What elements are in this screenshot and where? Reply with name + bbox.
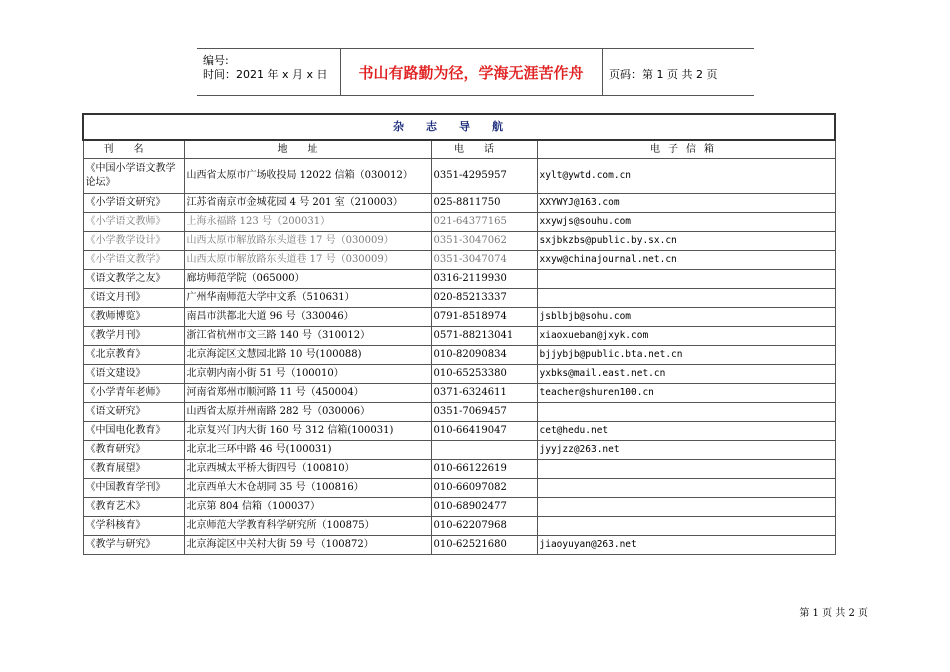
address-cell: 江苏省南京市金城花园 4 号 201 室（210003） [184,194,431,213]
phone-cell: 010-65253380 [431,365,537,384]
table-row [83,517,835,536]
phone-cell: 0351-3047062 [431,232,537,251]
header-divider [602,49,603,95]
phone-cell: 010-66122619 [431,460,537,479]
magazine-name-cell: 《中国电化教育》 [83,422,184,441]
phone-cell: 010-82090834 [431,346,537,365]
table-title: 杂志导航 [83,114,835,140]
magazine-name-cell: 《语文研究》 [83,403,184,422]
email-cell: teacher@shuren100.cn [537,384,835,403]
magazine-name-cell: 《小学青年老师》 [83,384,184,403]
magazine-name-cell: 《小学语文教学》 [83,251,184,270]
table-row [83,194,835,213]
table-row [83,251,835,270]
phone-cell: 0571-88213041 [431,327,537,346]
email-cell [537,498,835,517]
address-cell: 北京海淀区中关村大街 59 号（100872） [184,536,431,555]
address-cell: 北京北三环中路 46 号(100031) [184,441,431,460]
magazine-name-cell: 《北京教育》 [83,346,184,365]
table-row [83,422,835,441]
column-header-address: 地址 [184,140,431,159]
address-cell: 北京第 804 信箱（100037） [184,498,431,517]
magazine-name-cell: 《教学月刊》 [83,327,184,346]
email-cell: jyyjzz@263.net [537,441,835,460]
address-cell: 浙江省杭州市文三路 140 号（310012） [184,327,431,346]
address-cell: 山西省太原并州南路 282 号（030006） [184,403,431,422]
table-row [83,498,835,517]
email-cell: jiaoyuyan@263.net [537,536,835,555]
magazine-name-cell: 《小学语文研究》 [83,194,184,213]
table-row [83,159,835,194]
magazine-name-cell: 《小学教学设计》 [83,232,184,251]
table-row [83,346,835,365]
table-row [83,403,835,422]
phone-cell: 0316-2119930 [431,270,537,289]
column-header-name: 刊名 [83,140,184,159]
phone-cell: 020-85213337 [431,289,537,308]
email-cell: bjjybjb@public.bta.net.cn [537,346,835,365]
address-cell: 山西太原市解放路东头道巷 17 号（030009） [184,251,431,270]
magazine-name-cell: 《中国教育学刊》 [83,479,184,498]
table-row [83,536,835,555]
email-cell [537,517,835,536]
table-row [83,460,835,479]
email-cell: cet@hedu.net [537,422,835,441]
magazine-name-cell: 《小学语文教师》 [83,213,184,232]
document-header [197,48,754,96]
address-cell: 上海永福路 123 号（200031） [184,213,431,232]
email-cell: xxyw@chinajournal.net.cn [537,251,835,270]
table-row [83,308,835,327]
address-cell: 南昌市洪都北大道 96 号（330046） [184,308,431,327]
table-row [83,384,835,403]
phone-cell: 010-66419047 [431,422,537,441]
magazine-name-cell: 《语文教学之友》 [83,270,184,289]
email-cell: xiaoxueban@jxyk.com [537,327,835,346]
phone-cell: 0371-6324611 [431,384,537,403]
magazine-name-cell: 《教师博览》 [83,308,184,327]
table-row [83,479,835,498]
email-cell: XXYWYJ@163.com [537,194,835,213]
address-cell: 北京师范大学教育科学研究所（100875） [184,517,431,536]
document-number-label: 编号: [203,54,229,67]
magazine-navigation-table [82,113,836,555]
email-cell: sxjbkzbs@public.by.sx.cn [537,232,835,251]
phone-cell [431,441,537,460]
table-row [83,213,835,232]
column-header-email: 电子信箱 [537,140,835,159]
email-cell [537,403,835,422]
email-cell: yxbks@mail.east.net.cn [537,365,835,384]
email-cell [537,270,835,289]
table-row [83,289,835,308]
header-motto: 书山有路勤为径，学海无涯苦作舟 [358,64,584,82]
email-cell [537,479,835,498]
address-cell: 山西省太原市广场收投局 12022 信箱（030012） [184,159,431,194]
magazine-name-cell: 《学科核育》 [83,517,184,536]
phone-cell: 0791-8518974 [431,308,537,327]
address-cell: 北京西城太平桥大街四号（100810） [184,460,431,479]
column-header-phone: 电话 [431,140,537,159]
table-row [83,365,835,384]
magazine-name-cell: 《语文月刊》 [83,289,184,308]
email-cell: xylt@ywtd.com.cn [537,159,835,194]
phone-cell: 0351-7069457 [431,403,537,422]
phone-cell: 0351-4295957 [431,159,537,194]
phone-cell: 010-68902477 [431,498,537,517]
table-row [83,441,835,460]
phone-cell: 010-62521680 [431,536,537,555]
magazine-name-cell: 《教育研究》 [83,441,184,460]
phone-cell: 025-8811750 [431,194,537,213]
address-cell: 北京海淀区文慧园北路 10 号(100088) [184,346,431,365]
phone-cell: 010-62207968 [431,517,537,536]
email-cell: xxywjs@souhu.com [537,213,835,232]
address-cell: 北京西单大木仓胡同 35 号（100816） [184,479,431,498]
address-cell: 廊坊师范学院（065000） [184,270,431,289]
table-row [83,232,835,251]
email-cell [537,289,835,308]
address-cell: 北京复兴门内大街 160 号 312 信箱(100031) [184,422,431,441]
footer-page-number: 第 1 页 共 2 页 [799,608,868,619]
phone-cell: 0351-3047074 [431,251,537,270]
document-date-label: 时间：2021 年 x 月 x 日 [203,68,328,81]
address-cell: 河南省郑州市顺河路 11 号（450004） [184,384,431,403]
table-row [83,327,835,346]
email-cell [537,460,835,479]
phone-cell: 021-64377165 [431,213,537,232]
phone-cell: 010-66097082 [431,479,537,498]
address-cell: 山西太原市解放路东头道巷 17 号（030009） [184,232,431,251]
magazine-name-cell: 《教育艺术》 [83,498,184,517]
header-page-number: 页码：第 1 页 共 2 页 [609,68,718,81]
address-cell: 广州华南师范大学中文系（510631） [184,289,431,308]
email-cell: jsblbjb@sohu.com [537,308,835,327]
magazine-name-cell: 《语文建设》 [83,365,184,384]
magazine-name-cell: 《教育展望》 [83,460,184,479]
table-row [83,270,835,289]
address-cell: 北京朝内南小街 51 号（100010） [184,365,431,384]
magazine-name-cell: 《教学与研究》 [83,536,184,555]
magazine-name-cell: 《中国小学语文教学论坛》 [83,159,184,194]
